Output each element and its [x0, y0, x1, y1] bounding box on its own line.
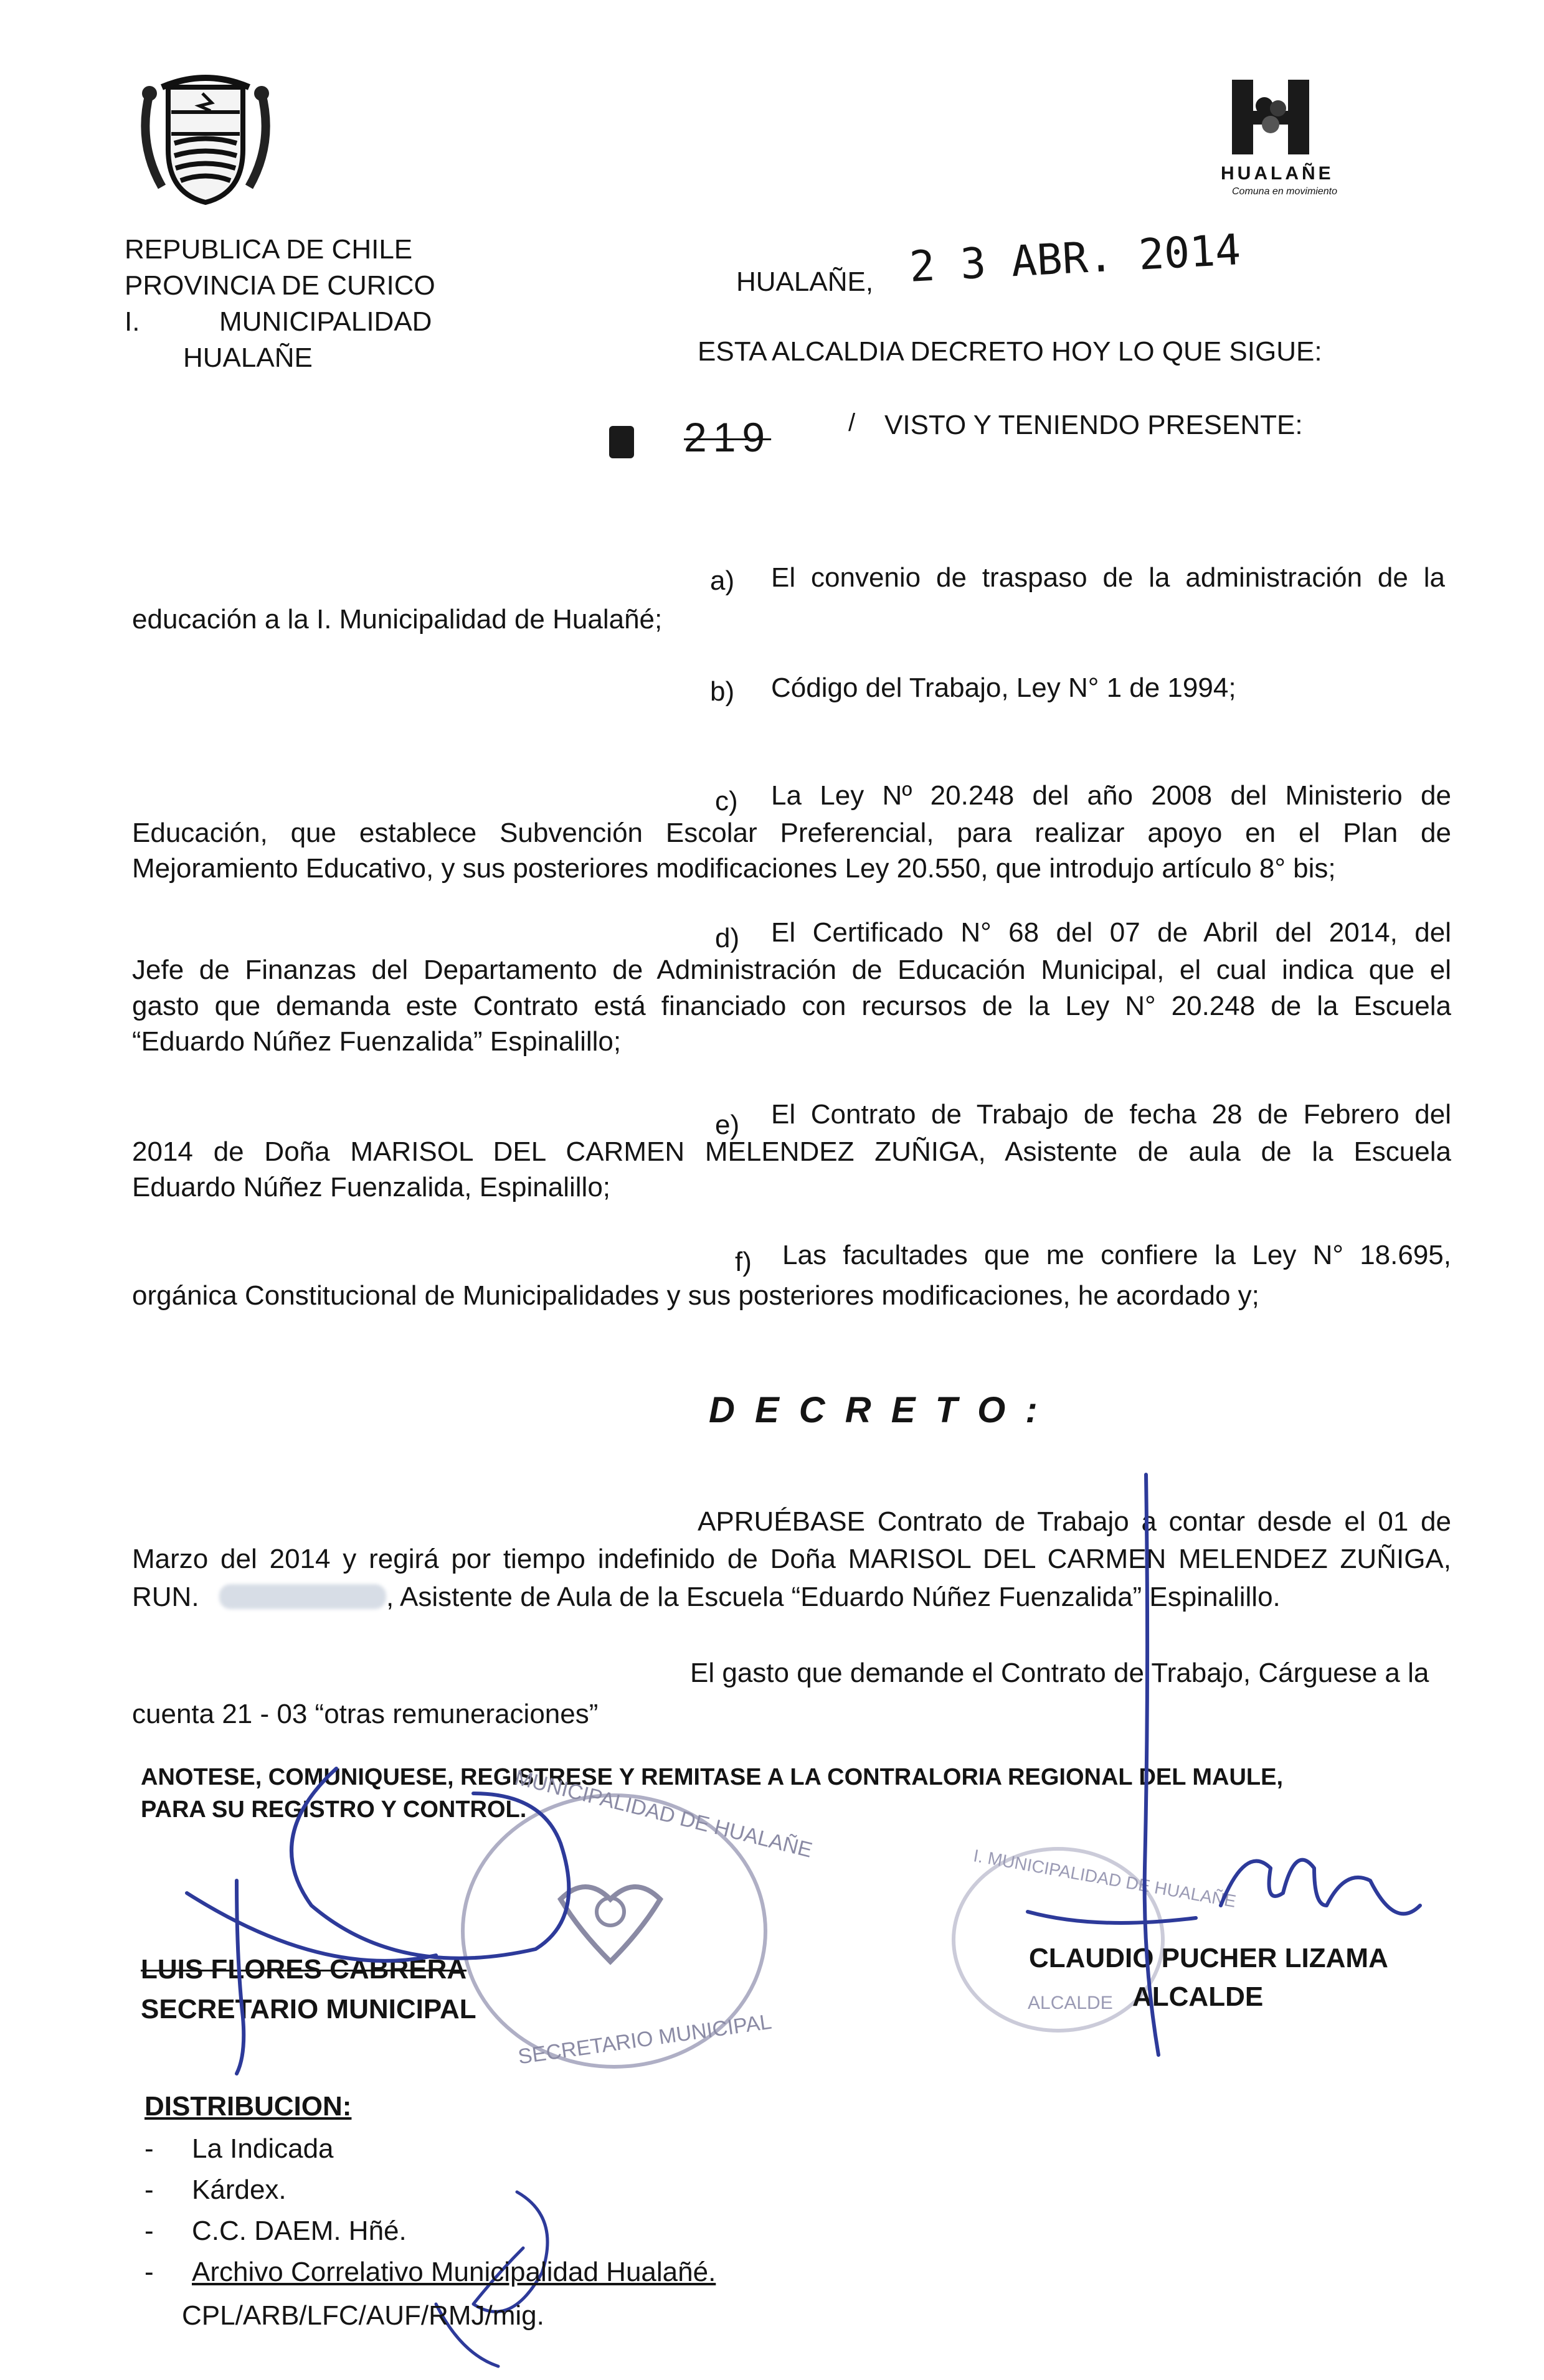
resolution-line: APRUÉBASE Contrato de Trabajo a contar desde el 01 de: [698, 1506, 1451, 1537]
signatory-title: SECRETARIO MUNICIPAL: [141, 1994, 476, 2024]
considerando-text: Las facultades que me confiere la Ley N° 18.695,: [782, 1240, 1451, 1270]
signature-secretary-icon: [187, 1768, 569, 2074]
considerando-text: La Ley Nº 20.248 del año 2008 del Ministerio de: [771, 780, 1451, 811]
seal-left-text: MUNICIPALIDAD DE HUALAÑE: [512, 1765, 815, 1863]
gasto-line: cuenta 21 - 03 “otras remuneraciones”: [132, 1699, 599, 1729]
visto-label: VISTO Y TENIENDO PRESENTE:: [884, 410, 1303, 440]
run-label: RUN.: [132, 1582, 199, 1612]
resolution-line: , Asistente de Aula de la Escuela “Eduardo Núñez Fuenzalida” Espinalillo.: [386, 1582, 1281, 1612]
distribution-item: La Indicada: [192, 2133, 334, 2164]
distribution-item: Kárdex.: [192, 2175, 287, 2205]
considerando-text: educación a la I. Municipalidad de Hualañé;: [132, 604, 663, 635]
signatory-title: ALCALDE: [1132, 1981, 1264, 2012]
header-commune: HUALAÑE: [183, 342, 313, 373]
decreto-title: D E C R E T O :: [709, 1390, 1043, 1430]
distribution-item: C.C. DAEM. Hñé.: [192, 2216, 407, 2246]
signatory-name: LUIS FLORES CABRERA: [141, 1954, 467, 1985]
distribution-initials: CPL/ARB/LFC/AUF/RMJ/mig.: [182, 2300, 544, 2331]
logo-text: HUALAÑE: [1221, 163, 1334, 184]
header-province: PROVINCIA DE CURICO: [125, 270, 435, 301]
seal-left-text: SECRETARIO MUNICIPAL: [516, 2009, 774, 2069]
seal-right-text: I. MUNICIPALIDAD DE HUALAÑE: [972, 1846, 1238, 1911]
considerando-text: El Certificado N° 68 del 07 de Abril del 2014, del: [771, 917, 1451, 948]
considerando-text: orgánica Constitucional de Municipalidades y sus posteriores modificaciones, he acordado y;: [132, 1280, 1259, 1311]
header-republic: REPUBLICA DE CHILE: [125, 234, 413, 265]
considerando-text: Jefe de Finanzas del Departamento de Administración de Educación Municipal, el cual indica que el: [132, 955, 1451, 985]
considerando-text: gasto que demanda este Contrato está financiado con recursos de la Ley N° 20.248 de la Escuela: [132, 991, 1451, 1021]
considerando-letter: c): [715, 786, 738, 816]
distribution-item: Archivo Correlativo Municipalidad Hualañé.: [192, 2257, 716, 2287]
considerando-letter: d): [715, 923, 740, 953]
resolution-line: Marzo del 2014 y regirá por tiempo indefinido de Doña MARISOL DEL CARMEN MELENDEZ ZUÑIGA,: [132, 1544, 1451, 1574]
decree-number: 219: [684, 414, 772, 460]
considerando-letter: f): [735, 1247, 752, 1277]
considerando-letter: b): [710, 676, 735, 707]
considerando-text: “Eduardo Núñez Fuenzalida” Espinalillo;: [132, 1026, 622, 1057]
distribution-title: DISTRIBUCION:: [144, 2091, 352, 2122]
considerando-text: El convenio de traspaso de la administración de la: [771, 562, 1445, 593]
distribution-dash: -: [144, 2216, 154, 2246]
header-prefix: I.: [125, 306, 140, 337]
distribution-dash: -: [144, 2133, 154, 2164]
considerando-letter: a): [710, 565, 735, 596]
city-label: HUALAÑE,: [736, 267, 874, 297]
anotese-line: ANOTESE, COMUNIQUESE, REGISTRESE Y REMITASE A LA CONTRALORIA REGIONAL DEL MAULE,: [141, 1764, 1284, 1790]
gasto-line: El gasto que demande el Contrato de Trabajo, Cárguese a la: [690, 1658, 1429, 1688]
distribution-dash: -: [144, 2175, 154, 2205]
considerando-text: Mejoramiento Educativo, y sus posteriores modificaciones Ley 20.550, que introdujo artículo 8° bis;: [132, 853, 1336, 884]
signatory-name: CLAUDIO PUCHER LIZAMA: [1029, 1943, 1388, 1973]
date-stamp: 2 3 ABR. 2014: [908, 225, 1242, 292]
header-municipality: MUNICIPALIDAD: [219, 306, 432, 337]
distribution-dash: -: [144, 2257, 154, 2287]
considerando-text: Eduardo Núñez Fuenzalida, Espinalillo;: [132, 1172, 611, 1202]
considerando-text: El Contrato de Trabajo de fecha 28 de Febrero del: [771, 1099, 1451, 1130]
considerando-text: 2014 de Doña MARISOL DEL CARMEN MELENDEZ ZUÑIGA, Asistente de aula de la Escuela: [132, 1136, 1451, 1167]
considerando-text: Educación, que establece Subvención Escolar Preferencial, para realizar apoyo en el Plan de: [132, 818, 1451, 848]
considerando-text: Código del Trabajo, Ley N° 1 de 1994;: [771, 673, 1236, 703]
considerando-letter: e): [715, 1110, 740, 1140]
seal-right-text: ALCALDE: [1028, 1993, 1113, 2013]
anotese-line: PARA SU REGISTRO Y CONTROL.: [141, 1797, 527, 1823]
decree-intro: ESTA ALCALDIA DECRETO HOY LO QUE SIGUE:: [698, 336, 1322, 367]
logo-tagline: Comuna en movimiento: [1232, 186, 1337, 197]
signature-mayor-icon: [1028, 1475, 1420, 2055]
